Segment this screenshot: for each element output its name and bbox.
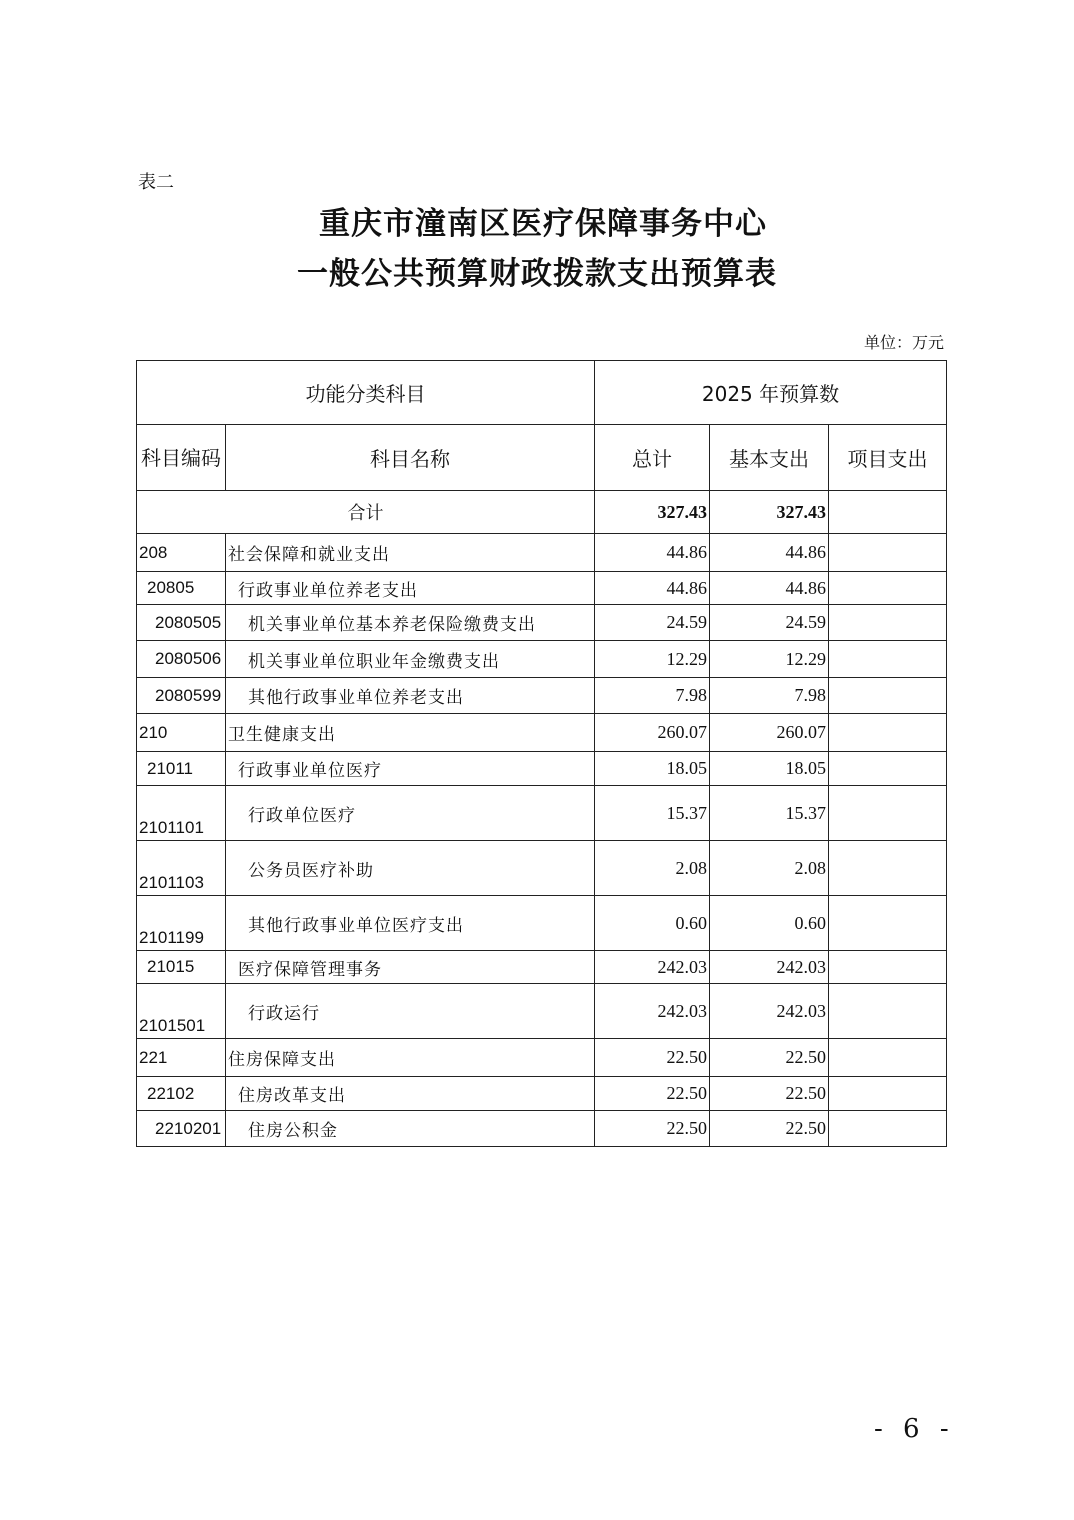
row-basic: 18.05 <box>710 752 829 786</box>
row-basic: 7.98 <box>710 678 829 714</box>
row-code: 2101501 <box>137 984 226 1039</box>
row-name: 机关事业单位职业年金缴费支出 <box>226 641 595 678</box>
summary-total: 327.43 <box>595 491 710 534</box>
row-project <box>829 984 947 1039</box>
header-code: 科目编码 <box>137 425 226 491</box>
row-project <box>829 605 947 641</box>
row-code: 2101199 <box>137 896 226 951</box>
row-basic: 44.86 <box>710 534 829 572</box>
header-row-top <box>137 361 947 425</box>
header-row-columns <box>137 425 947 491</box>
table-row <box>137 896 947 951</box>
row-code: 221 <box>137 1039 226 1077</box>
row-project <box>829 572 947 605</box>
row-name: 其他行政事业单位养老支出 <box>226 678 595 714</box>
table-label: 表二 <box>138 172 174 193</box>
row-project <box>829 678 947 714</box>
row-total: 44.86 <box>595 572 710 605</box>
row-name: 住房改革支出 <box>226 1077 595 1111</box>
row-total: 242.03 <box>595 984 710 1039</box>
row-total: 22.50 <box>595 1039 710 1077</box>
row-code: 210 <box>137 714 226 752</box>
header-total: 总计 <box>595 425 710 491</box>
row-project <box>829 1111 947 1147</box>
document-title-line2: 一般公共预算财政拨款支出预算表 <box>297 256 777 292</box>
summary-row <box>137 491 947 534</box>
row-basic: 242.03 <box>710 951 829 984</box>
header-name: 科目名称 <box>226 425 595 491</box>
row-basic: 15.37 <box>710 786 829 841</box>
row-name: 行政运行 <box>226 984 595 1039</box>
header-project: 项目支出 <box>829 425 947 491</box>
row-project <box>829 896 947 951</box>
row-code: 2210201 <box>137 1111 226 1147</box>
row-project <box>829 641 947 678</box>
row-name: 行政单位医疗 <box>226 786 595 841</box>
table-row <box>137 641 947 678</box>
table-row <box>137 605 947 641</box>
row-code: 2080505 <box>137 605 226 641</box>
header-basic: 基本支出 <box>710 425 829 491</box>
row-total: 22.50 <box>595 1111 710 1147</box>
table-row <box>137 678 947 714</box>
row-code: 2101101 <box>137 786 226 841</box>
row-code: 2101103 <box>137 841 226 896</box>
table-row <box>137 984 947 1039</box>
summary-project <box>829 491 947 534</box>
row-total: 22.50 <box>595 1077 710 1111</box>
row-code: 22102 <box>137 1077 226 1111</box>
header-budget-year: 2025 年预算数 <box>595 361 947 425</box>
row-name: 机关事业单位基本养老保险缴费支出 <box>226 605 595 641</box>
table-row <box>137 786 947 841</box>
row-basic: 22.50 <box>710 1077 829 1111</box>
row-code: 21015 <box>137 951 226 984</box>
summary-label: 合计 <box>137 491 595 534</box>
row-basic: 242.03 <box>710 984 829 1039</box>
table-row <box>137 752 947 786</box>
page-number: - 6 - <box>874 1414 955 1444</box>
row-name: 卫生健康支出 <box>226 714 595 752</box>
summary-basic: 327.43 <box>710 491 829 534</box>
row-name: 医疗保障管理事务 <box>226 951 595 984</box>
row-basic: 24.59 <box>710 605 829 641</box>
row-total: 2.08 <box>595 841 710 896</box>
table-row <box>137 1111 947 1147</box>
row-name: 行政事业单位养老支出 <box>226 572 595 605</box>
row-basic: 22.50 <box>710 1111 829 1147</box>
row-basic: 260.07 <box>710 714 829 752</box>
row-name: 社会保障和就业支出 <box>226 534 595 572</box>
table-row <box>137 951 947 984</box>
table-row <box>137 841 947 896</box>
row-code: 21011 <box>137 752 226 786</box>
table-row <box>137 534 947 572</box>
row-total: 7.98 <box>595 678 710 714</box>
row-name: 行政事业单位医疗 <box>226 752 595 786</box>
budget-table <box>136 360 947 1147</box>
row-total: 0.60 <box>595 896 710 951</box>
table-row <box>137 1077 947 1111</box>
row-project <box>829 752 947 786</box>
row-total: 18.05 <box>595 752 710 786</box>
row-project <box>829 1039 947 1077</box>
row-project <box>829 786 947 841</box>
row-total: 242.03 <box>595 951 710 984</box>
row-code: 20805 <box>137 572 226 605</box>
row-total: 24.59 <box>595 605 710 641</box>
table-row <box>137 714 947 752</box>
row-basic: 2.08 <box>710 841 829 896</box>
header-functional-category: 功能分类科目 <box>137 361 595 425</box>
row-basic: 44.86 <box>710 572 829 605</box>
table-row <box>137 572 947 605</box>
row-code: 2080506 <box>137 641 226 678</box>
row-total: 44.86 <box>595 534 710 572</box>
row-basic: 22.50 <box>710 1039 829 1077</box>
row-total: 12.29 <box>595 641 710 678</box>
row-name: 住房保障支出 <box>226 1039 595 1077</box>
row-project <box>829 534 947 572</box>
document-title-line1: 重庆市潼南区医疗保障事务中心 <box>319 206 767 242</box>
row-total: 15.37 <box>595 786 710 841</box>
table-row <box>137 1039 947 1077</box>
row-total: 260.07 <box>595 714 710 752</box>
row-name: 住房公积金 <box>226 1111 595 1147</box>
row-project <box>829 714 947 752</box>
row-name: 公务员医疗补助 <box>226 841 595 896</box>
row-name: 其他行政事业单位医疗支出 <box>226 896 595 951</box>
row-project <box>829 841 947 896</box>
row-code: 2080599 <box>137 678 226 714</box>
row-project <box>829 951 947 984</box>
row-basic: 0.60 <box>710 896 829 951</box>
unit-label: 单位：万元 <box>863 333 944 352</box>
row-project <box>829 1077 947 1111</box>
row-code: 208 <box>137 534 226 572</box>
row-basic: 12.29 <box>710 641 829 678</box>
